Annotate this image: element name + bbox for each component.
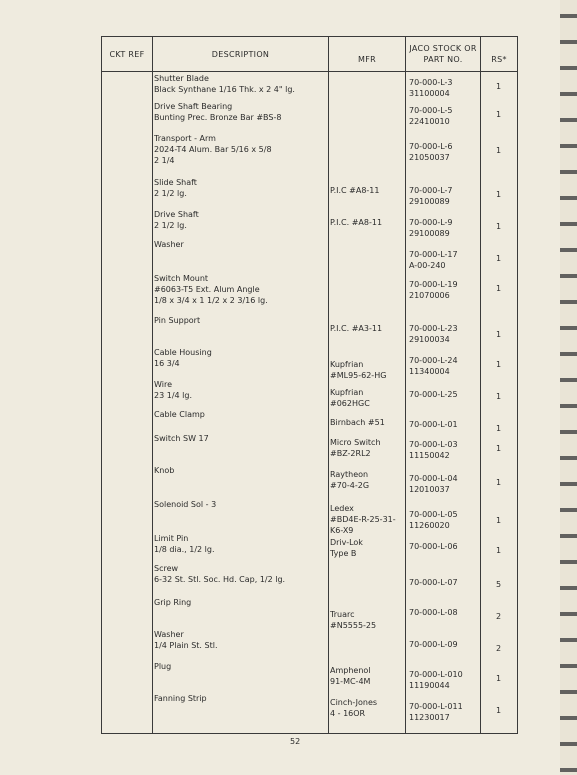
rs-cell: 1 [496, 330, 502, 339]
description-cell [154, 629, 217, 651]
description-cell [154, 597, 191, 608]
description-cell-line: Drive Shaft [154, 210, 199, 219]
part-number-cell [409, 185, 453, 207]
mfr-cell-line: Kupfrian [330, 388, 364, 397]
header-part-no [406, 37, 480, 71]
description-cell-line: Shutter Blade [154, 74, 209, 83]
rs-cell: 1 [496, 392, 502, 401]
part-number-cell-line: 11340004 [409, 367, 450, 376]
description-cell [154, 73, 295, 95]
description-cell [154, 347, 212, 369]
part-number-cell-line: 12010037 [409, 485, 450, 494]
description-cell-line: Black Synthane 1/16 Thk. x 2 4" lg. [154, 85, 295, 94]
mfr-cell-line: #70-4-2G [330, 481, 370, 490]
description-cell-line: Solenoid Sol - 3 [154, 500, 217, 509]
mfr-cell [330, 469, 369, 491]
description-cell-line: Limit Pin [154, 534, 189, 543]
mfr-cell-line: Driv-Lok [330, 538, 363, 547]
description-cell-line: Cable Clamp [154, 410, 205, 419]
part-number-cell-line: 70-000-L-17 [409, 250, 458, 259]
mfr-cell-line: Truarc [330, 610, 355, 619]
description-cell-line: 23 1/4 lg. [154, 391, 192, 400]
description-cell-line: Washer [154, 240, 184, 249]
rs-cell: 1 [496, 424, 502, 433]
rs-cell: 1 [496, 254, 502, 263]
part-number-cell-line: 70-000-L-01 [409, 420, 458, 429]
description-cell [154, 563, 285, 585]
part-number-cell [409, 323, 458, 345]
part-number-cell-line: 70-000-L-06 [409, 542, 458, 551]
part-number-cell-line: 11230017 [409, 713, 450, 722]
mfr-cell-line: #BZ-2RL2 [330, 449, 371, 458]
part-number-cell-line: 70-000-L-24 [409, 356, 458, 365]
part-number-cell [409, 355, 458, 377]
mfr-cell-line: Type B [330, 549, 357, 558]
description-cell-line: Bunting Prec. Bronze Bar #BS-8 [154, 113, 282, 122]
part-number-cell [409, 577, 458, 588]
header-part-no-line1: JACO STOCK OR [409, 44, 477, 53]
part-number-cell-line: 29100034 [409, 335, 450, 344]
description-cell [154, 409, 205, 420]
mfr-cell-line: Birnbach #51 [330, 418, 385, 427]
description-cell-line: Screw [154, 564, 179, 573]
mfr-cell [330, 665, 371, 687]
rs-cell: 2 [496, 612, 502, 621]
description-cell [154, 315, 200, 326]
mfr-cell [330, 217, 382, 228]
mfr-cell-line: 91-MC-4M [330, 677, 371, 686]
part-number-cell-line: 29100089 [409, 197, 450, 206]
part-number-cell-line: 70-000-L-010 [409, 670, 463, 679]
mfr-cell [330, 503, 396, 536]
description-cell [154, 499, 216, 510]
part-number-cell-line: 11150042 [409, 451, 450, 460]
description-cell-line: 2024-T4 Alum. Bar 5/16 x 5/8 [154, 145, 272, 154]
description-cell-line: Slide Shaft [154, 178, 197, 187]
column-divider [328, 37, 329, 733]
rs-cell: 1 [496, 222, 502, 231]
mfr-cell-line: #BD4E-R-25-31- [330, 515, 396, 524]
description-cell-line: 1/8 dia., 1/2 lg. [154, 545, 215, 554]
description-cell-line: Pin Support [154, 316, 201, 325]
part-number-cell-line: 70-000-L-6 [409, 142, 453, 151]
description-cell-line: 1/8 x 3/4 x 1 1/2 x 2 3/16 lg. [154, 296, 268, 305]
description-cell [154, 661, 171, 672]
rs-cell: 1 [496, 360, 502, 369]
rs-cell: 1 [496, 82, 502, 91]
part-number-cell-line: 22410010 [409, 117, 450, 126]
part-number-cell [409, 439, 458, 461]
parts-table [101, 36, 518, 734]
rs-cell: 1 [496, 190, 502, 199]
description-cell [154, 379, 192, 401]
description-cell [154, 693, 207, 704]
rs-cell: 1 [496, 516, 502, 525]
part-number-cell-line: 31100004 [409, 89, 450, 98]
description-cell-line: Wire [154, 380, 172, 389]
column-divider [405, 37, 406, 733]
mfr-cell [330, 417, 385, 428]
part-number-cell-line: 70-000-L-03 [409, 440, 458, 449]
mfr-cell [330, 359, 386, 381]
mfr-cell-line: Ledex [330, 504, 354, 513]
part-number-cell-line: 70-000-L-5 [409, 106, 453, 115]
part-number-cell [409, 607, 458, 618]
part-number-cell [409, 217, 453, 239]
rs-cell: 1 [496, 478, 502, 487]
description-cell-line: Transport - Arm [154, 134, 216, 143]
part-number-cell [409, 419, 458, 430]
description-cell-line: #6063-T5 Ext. Alum Angle [154, 285, 260, 294]
description-cell-line: Knob [154, 466, 175, 475]
part-number-cell-line: A-00-240 [409, 261, 446, 270]
part-number-cell [409, 639, 458, 650]
header-part-no-line2: PART NO. [423, 55, 463, 64]
part-number-cell [409, 473, 458, 495]
mfr-cell-line: Cinch-Jones [330, 698, 378, 707]
part-number-cell [409, 105, 453, 127]
rs-cell: 2 [496, 644, 502, 653]
mfr-cell-line: #062HGC [330, 399, 370, 408]
description-cell-line: Switch SW 17 [154, 434, 209, 443]
rs-cell: 1 [496, 444, 502, 453]
mfr-cell [330, 387, 370, 409]
mfr-cell-line: Raytheon [330, 470, 369, 479]
description-cell-line: Grip Ring [154, 598, 192, 607]
part-number-cell-line: 70-000-L-25 [409, 390, 458, 399]
mfr-cell-line: P.I.C. #A3-11 [330, 324, 383, 333]
part-number-cell-line: 11260020 [409, 521, 450, 530]
part-number-cell-line: 70-000-L-09 [409, 640, 458, 649]
mfr-cell-line: P.I.C #A8-11 [330, 186, 380, 195]
header-ckt-ref: CKT REF [109, 49, 145, 59]
description-cell [154, 239, 184, 250]
spiral-binding [560, 0, 577, 775]
part-number-cell-line: 70-000-L-011 [409, 702, 463, 711]
part-number-cell-line: 70-000-L-7 [409, 186, 453, 195]
mfr-cell-line: #N5555-25 [330, 621, 377, 630]
part-number-cell [409, 77, 453, 99]
part-number-cell-line: 70-000-L-9 [409, 218, 453, 227]
mfr-cell-line: Micro Switch [330, 438, 381, 447]
description-cell [154, 433, 209, 444]
part-number-cell-line: 70-000-L-07 [409, 578, 458, 587]
page-number: 52 [290, 737, 301, 746]
mfr-cell [330, 185, 379, 196]
part-number-cell [409, 249, 458, 271]
description-cell [154, 177, 197, 199]
rs-cell: 1 [496, 146, 502, 155]
part-number-cell [409, 279, 458, 301]
description-cell [154, 209, 199, 231]
part-number-cell-line: 70-000-L-3 [409, 78, 453, 87]
part-number-cell [409, 669, 463, 691]
part-number-cell-line: 11190044 [409, 681, 450, 690]
column-divider [152, 37, 153, 733]
mfr-cell-line: K6-X9 [330, 526, 354, 535]
mfr-cell-line: Kupfrian [330, 360, 364, 369]
description-cell-line: 16 3/4 [154, 359, 180, 368]
part-number-cell-line: 70-000-L-23 [409, 324, 458, 333]
mfr-cell [330, 537, 363, 559]
part-number-cell-line: 21070006 [409, 291, 450, 300]
part-number-cell-line: 21050037 [409, 153, 450, 162]
part-number-cell-line: 70-000-L-19 [409, 280, 458, 289]
part-number-cell-line: 29100089 [409, 229, 450, 238]
header-mfr: MFR [358, 54, 376, 64]
mfr-cell [330, 437, 381, 459]
rs-cell: 1 [496, 674, 502, 683]
part-number-cell-line: 70-000-L-04 [409, 474, 458, 483]
description-cell-line: 6-32 St. Stl. Soc. Hd. Cap, 1/2 lg. [154, 575, 286, 584]
header-rs: RS* [491, 54, 507, 64]
mfr-cell [330, 323, 382, 334]
part-number-cell [409, 509, 458, 531]
description-cell-line: Drive Shaft Bearing [154, 102, 233, 111]
mfr-cell [330, 697, 377, 719]
mfr-cell [330, 609, 376, 631]
rs-cell: 1 [496, 706, 502, 715]
part-number-cell [409, 141, 453, 163]
header-divider [102, 71, 517, 72]
part-number-cell-line: 70-000-L-05 [409, 510, 458, 519]
column-divider [480, 37, 481, 733]
description-cell-line: Fanning Strip [154, 694, 207, 703]
header-description: DESCRIPTION [211, 49, 270, 59]
description-cell [154, 533, 215, 555]
description-cell [154, 133, 272, 166]
description-cell-line: Plug [154, 662, 172, 671]
part-number-cell [409, 389, 458, 400]
description-cell-line: Washer [154, 630, 184, 639]
description-cell [154, 101, 281, 123]
description-cell-line: 1/4 Plain St. Stl. [154, 641, 218, 650]
description-cell-line: Switch Mount [154, 274, 209, 283]
mfr-cell-line: P.I.C. #A8-11 [330, 218, 383, 227]
description-cell-line: 2 1/2 lg. [154, 189, 187, 198]
rs-cell: 1 [496, 110, 502, 119]
mfr-cell-line: #ML95-62-HG [330, 371, 387, 380]
rs-cell: 1 [496, 284, 502, 293]
description-cell-line: 2 1/2 lg. [154, 221, 187, 230]
part-number-cell-line: 70-000-L-08 [409, 608, 458, 617]
description-cell [154, 465, 174, 476]
description-cell-line: 2 1/4 [154, 156, 175, 165]
mfr-cell-line: Amphenol [330, 666, 371, 675]
part-number-cell [409, 541, 458, 552]
rs-cell: 1 [496, 546, 502, 555]
rs-cell: 5 [496, 580, 502, 589]
description-cell [154, 273, 268, 306]
description-cell-line: Cable Housing [154, 348, 212, 357]
mfr-cell-line: 4 - 16OR [330, 709, 366, 718]
part-number-cell [409, 701, 463, 723]
